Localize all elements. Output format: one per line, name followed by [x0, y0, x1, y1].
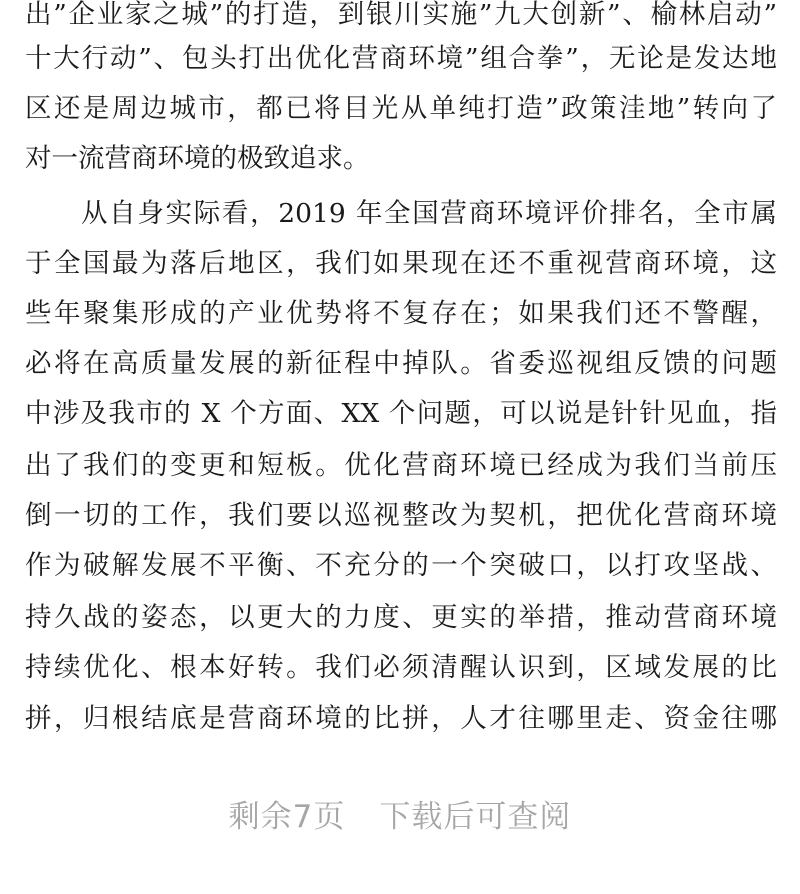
paragraph-line: 必将在高质量发展的新征程中掉队。省委巡视组反馈的问题 — [25, 348, 777, 379]
remaining-pages-label: 剩余7页 — [228, 799, 346, 835]
paragraph-line: 于全国最为落后地区，我们如果现在还不重视营商环境，这 — [25, 248, 777, 279]
download-label: 下载后可查阅 — [379, 799, 572, 835]
download-prompt-button[interactable] — [0, 782, 800, 852]
paragraph-line: 倒一切的工作，我们要以巡视整改为契机，把优化营商环境 — [25, 500, 777, 531]
paragraph-line: 作为破解发展不平衡、不充分的一个突破口，以打攻坚战、 — [25, 550, 777, 581]
paragraph-line: 中涉及我市的 X 个方面、XX 个问题，可以说是针针见血，指 — [25, 398, 777, 429]
paragraph-line: 对一流营商环境的极致追求。 — [25, 143, 370, 174]
paragraph-line: 十大行动”、包头打出优化营商环境”组合拳”，无论是发达地 — [25, 43, 777, 74]
paragraph-line: 些年聚集形成的产业优势将不复存在；如果我们还不警醒， — [25, 298, 777, 329]
paragraph-line: 拼，归根结底是营商环境的比拼，人才往哪里走、资金往哪 — [25, 703, 777, 734]
paragraph-line: 出”企业家之城”的打造，到银川实施”九大创新”、榆林启动” — [25, 0, 777, 30]
paragraph-line: 持续优化、根本好转。我们必须清醒认识到，区域发展的比 — [25, 652, 777, 683]
paragraph-line: 区还是周边城市，都已将目光从单纯打造”政策洼地”转向了 — [25, 93, 777, 124]
paragraph-line: 出了我们的变更和短板。优化营商环境已经成为我们当前压 — [25, 450, 777, 481]
paragraph-line: 持久战的姿态，以更大的力度、更实的举措，推动营商环境 — [25, 602, 777, 633]
paragraph-line: 从自身实际看，2019 年全国营商环境评价排名，全市属 — [81, 198, 777, 229]
